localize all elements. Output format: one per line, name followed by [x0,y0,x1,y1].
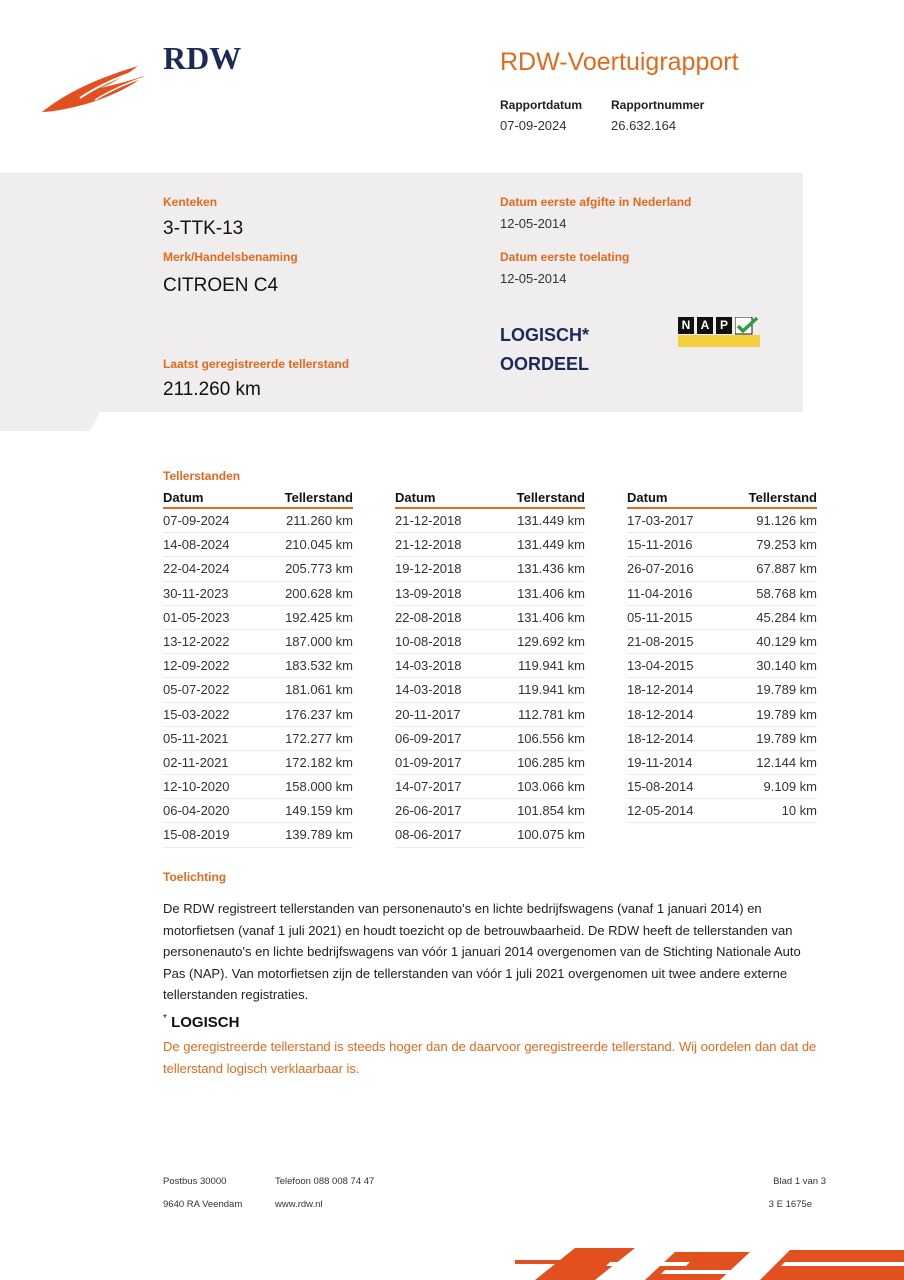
nap-letter-a: A [697,317,713,334]
reading-km: 9.109 km [763,779,817,795]
header-value: Tellerstand [516,490,585,505]
reading-date: 14-08-2024 [163,537,230,553]
table-row [163,533,353,557]
table-row [627,775,817,799]
table-row [395,751,585,775]
reading-km: 101.854 km [517,803,585,819]
first-admission-value: 12-05-2014 [500,271,567,286]
table-row [627,727,817,751]
table-row [395,775,585,799]
stripes-decoration-icon [515,1246,904,1280]
reading-km: 187.000 km [285,633,353,649]
reading-km: 131.449 km [517,537,585,553]
table-row [627,751,817,775]
reading-km: 139.789 km [285,827,353,843]
verdict-line1: LOGISCH* [500,325,590,345]
table-row [163,509,353,533]
reading-date: 15-08-2019 [163,827,230,843]
rdw-logo-icon [40,58,150,114]
reading-date: 12-09-2022 [163,658,230,674]
reading-km: 119.941 km [518,682,585,698]
table-row [395,703,585,727]
table-row [395,630,585,654]
reading-km: 200.628 km [285,585,353,601]
report-date: 07-09-2024 [500,118,567,133]
report-number-label: Rapportnummer [611,98,705,112]
table-row [395,678,585,702]
panel-tail [0,411,100,431]
table-row [395,823,585,847]
header-date: Datum [163,490,204,505]
reading-km: 112.781 km [518,706,585,722]
logisch-title: LOGISCH [171,1014,240,1031]
reading-date: 08-06-2017 [395,827,462,843]
footer-postbus: Postbus 30000 [163,1176,227,1187]
table-row [163,703,353,727]
table-row [163,606,353,630]
nap-letter-n: N [678,317,694,334]
explanation-title: Toelichting [163,870,227,884]
readings-header [627,490,817,509]
logisch-heading [163,1013,239,1031]
footer-city: 9640 RA Veendam [163,1199,243,1210]
reading-km: 40.129 km [756,633,817,649]
footer-phone: Telefoon 088 008 74 47 [275,1176,375,1187]
last-reading-value: 211.260 km [163,379,261,400]
reading-km: 192.425 km [285,609,353,625]
header-date: Datum [395,490,436,505]
reading-date: 22-04-2024 [163,561,230,577]
reading-date: 01-09-2017 [395,754,462,770]
reading-date: 13-04-2015 [627,658,694,674]
reading-date: 30-11-2023 [163,585,229,601]
reading-km: 158.000 km [285,779,353,795]
reading-km: 181.061 km [285,682,353,698]
table-row [627,630,817,654]
first-admission-label: Datum eerste toelating [500,250,630,264]
reading-km: 19.789 km [756,682,817,698]
reading-km: 176.237 km [285,706,353,722]
readings-column-3 [627,490,817,823]
logo-text: RDW [163,40,242,76]
reading-date: 15-08-2014 [627,779,694,795]
table-row [163,751,353,775]
reading-date: 22-08-2018 [395,609,462,625]
nap-badge [678,317,760,347]
table-row [163,630,353,654]
readings-header [163,490,353,509]
first-issue-value: 12-05-2014 [500,216,567,231]
reading-date: 06-09-2017 [395,730,462,746]
report-title: RDW-Voertuigrapport [500,48,739,76]
reading-date: 02-11-2021 [163,754,229,770]
reading-km: 12.144 km [756,754,817,770]
reading-km: 58.768 km [756,585,817,601]
reading-km: 205.773 km [285,561,353,577]
reading-km: 106.556 km [517,730,585,746]
table-row [163,775,353,799]
table-row [395,799,585,823]
reading-km: 172.277 km [285,730,353,746]
reading-km: 91.126 km [756,513,817,528]
reading-date: 19-11-2014 [627,754,693,770]
table-row [395,533,585,557]
brand-label: Merk/Handelsbenaming [163,250,298,264]
header-value: Tellerstand [748,490,817,505]
reading-date: 07-09-2024 [163,513,230,528]
table-row [395,582,585,606]
reading-km: 211.260 km [286,513,353,528]
reading-date: 17-03-2017 [627,513,694,528]
reading-date: 14-07-2017 [395,779,462,795]
reading-km: 149.159 km [285,803,353,819]
reading-date: 15-11-2016 [627,537,693,553]
reading-km: 103.066 km [517,779,585,795]
reading-date: 15-03-2022 [163,706,230,722]
check-icon [735,317,759,337]
reading-date: 14-03-2018 [395,682,462,698]
reading-date: 18-12-2014 [627,706,694,722]
reading-date: 13-09-2018 [395,585,462,601]
reading-date: 05-11-2021 [163,730,229,746]
logisch-star: * [163,1013,167,1024]
table-row [627,703,817,727]
first-issue-label: Datum eerste afgifte in Nederland [500,195,692,209]
reading-date: 06-04-2020 [163,803,230,819]
table-row [627,606,817,630]
table-row [395,557,585,581]
table-row [627,799,817,823]
reading-date: 20-11-2017 [395,706,461,722]
table-row [395,509,585,533]
plate-value: 3-TTK-13 [163,218,244,239]
table-row [163,654,353,678]
reading-km: 10 km [781,803,817,819]
table-row [163,727,353,751]
reading-date: 10-08-2018 [395,633,462,649]
reading-km: 45.284 km [756,609,817,625]
reading-date: 14-03-2018 [395,658,462,674]
table-row [627,509,817,533]
table-row [627,654,817,678]
reading-date: 21-12-2018 [395,537,462,553]
reading-date: 12-05-2014 [627,803,694,819]
readings-header [395,490,585,509]
table-row [627,582,817,606]
reading-km: 79.253 km [756,537,817,553]
reading-date: 21-08-2015 [627,633,694,649]
report-date-label: Rapportdatum [500,98,582,112]
reading-km: 131.436 km [517,561,585,577]
footer-page: Blad 1 van 3 [773,1176,826,1187]
reading-date: 26-07-2016 [627,561,694,577]
reading-date: 13-12-2022 [163,633,230,649]
reading-km: 106.285 km [517,754,585,770]
reading-date: 19-12-2018 [395,561,462,577]
report-number: 26.632.164 [611,118,677,133]
footer-code: 3 E 1675e [768,1199,812,1210]
readings-column-2 [395,490,585,848]
table-row [163,823,353,847]
reading-km: 30.140 km [756,658,817,674]
table-row [627,678,817,702]
header-value: Tellerstand [284,490,353,505]
table-row [163,799,353,823]
table-row [627,533,817,557]
reading-date: 05-07-2022 [163,682,230,698]
reading-date: 12-10-2020 [163,779,230,795]
table-row [627,557,817,581]
reading-km: 131.406 km [517,609,585,625]
readings-title: Tellerstanden [163,469,241,483]
brand-value: CITROEN C4 [163,275,279,296]
table-row [395,654,585,678]
footer-web: www.rdw.nl [275,1199,323,1210]
explanation-text: De RDW registreert tellerstanden van personenauto's en lichte bedrijfswagens (vanaf 1 januari 2014) en motorfietsen (vanaf 1 juli 2021) en houdt toezicht op de betrouwbaarheid. De RDW heeft de tellerstanden van personenauto's en lichte bedrijfswagens van vóór 1 januari 2014 overgenomen van de Stichting Nationale Auto Pas (NAP). Van motorfietsen zijn de tellerstanden van vóór 1 juli 2021 overgenomen uit twee andere externe tellerstanden registraties. [163,901,801,1003]
table-row [163,582,353,606]
nap-letter-p: P [716,317,732,334]
reading-km: 119.941 km [518,658,585,674]
table-row [395,727,585,751]
reading-km: 67.887 km [756,561,817,577]
verdict-line2: OORDEEL [500,354,590,374]
plate-label: Kenteken [163,195,218,209]
reading-km: 210.045 km [285,537,353,553]
table-row [163,557,353,581]
reading-km: 183.532 km [285,658,353,674]
header-date: Datum [627,490,668,505]
reading-km: 172.182 km [285,754,353,770]
reading-date: 26-06-2017 [395,803,462,819]
reading-date: 21-12-2018 [395,513,462,528]
readings-column-1 [163,490,353,848]
reading-km: 131.406 km [517,585,585,601]
reading-date: 18-12-2014 [627,682,694,698]
reading-km: 100.075 km [517,827,585,843]
reading-date: 05-11-2015 [627,609,693,625]
table-row [163,678,353,702]
reading-km: 131.449 km [517,513,585,528]
reading-date: 01-05-2023 [163,609,230,625]
reading-km: 19.789 km [756,730,817,746]
last-reading-label: Laatst geregistreerde tellerstand [163,357,350,371]
table-row [395,606,585,630]
reading-date: 11-04-2016 [627,585,693,601]
reading-km: 19.789 km [756,706,817,722]
logisch-text: De geregistreerde tellerstand is steeds hoger dan de daarvoor geregistreerde tellerstand. Wij oordelen dan dat de tellerstand logisch verklaarbaar is. [163,1039,817,1076]
reading-km: 129.692 km [517,633,585,649]
reading-date: 18-12-2014 [627,730,694,746]
